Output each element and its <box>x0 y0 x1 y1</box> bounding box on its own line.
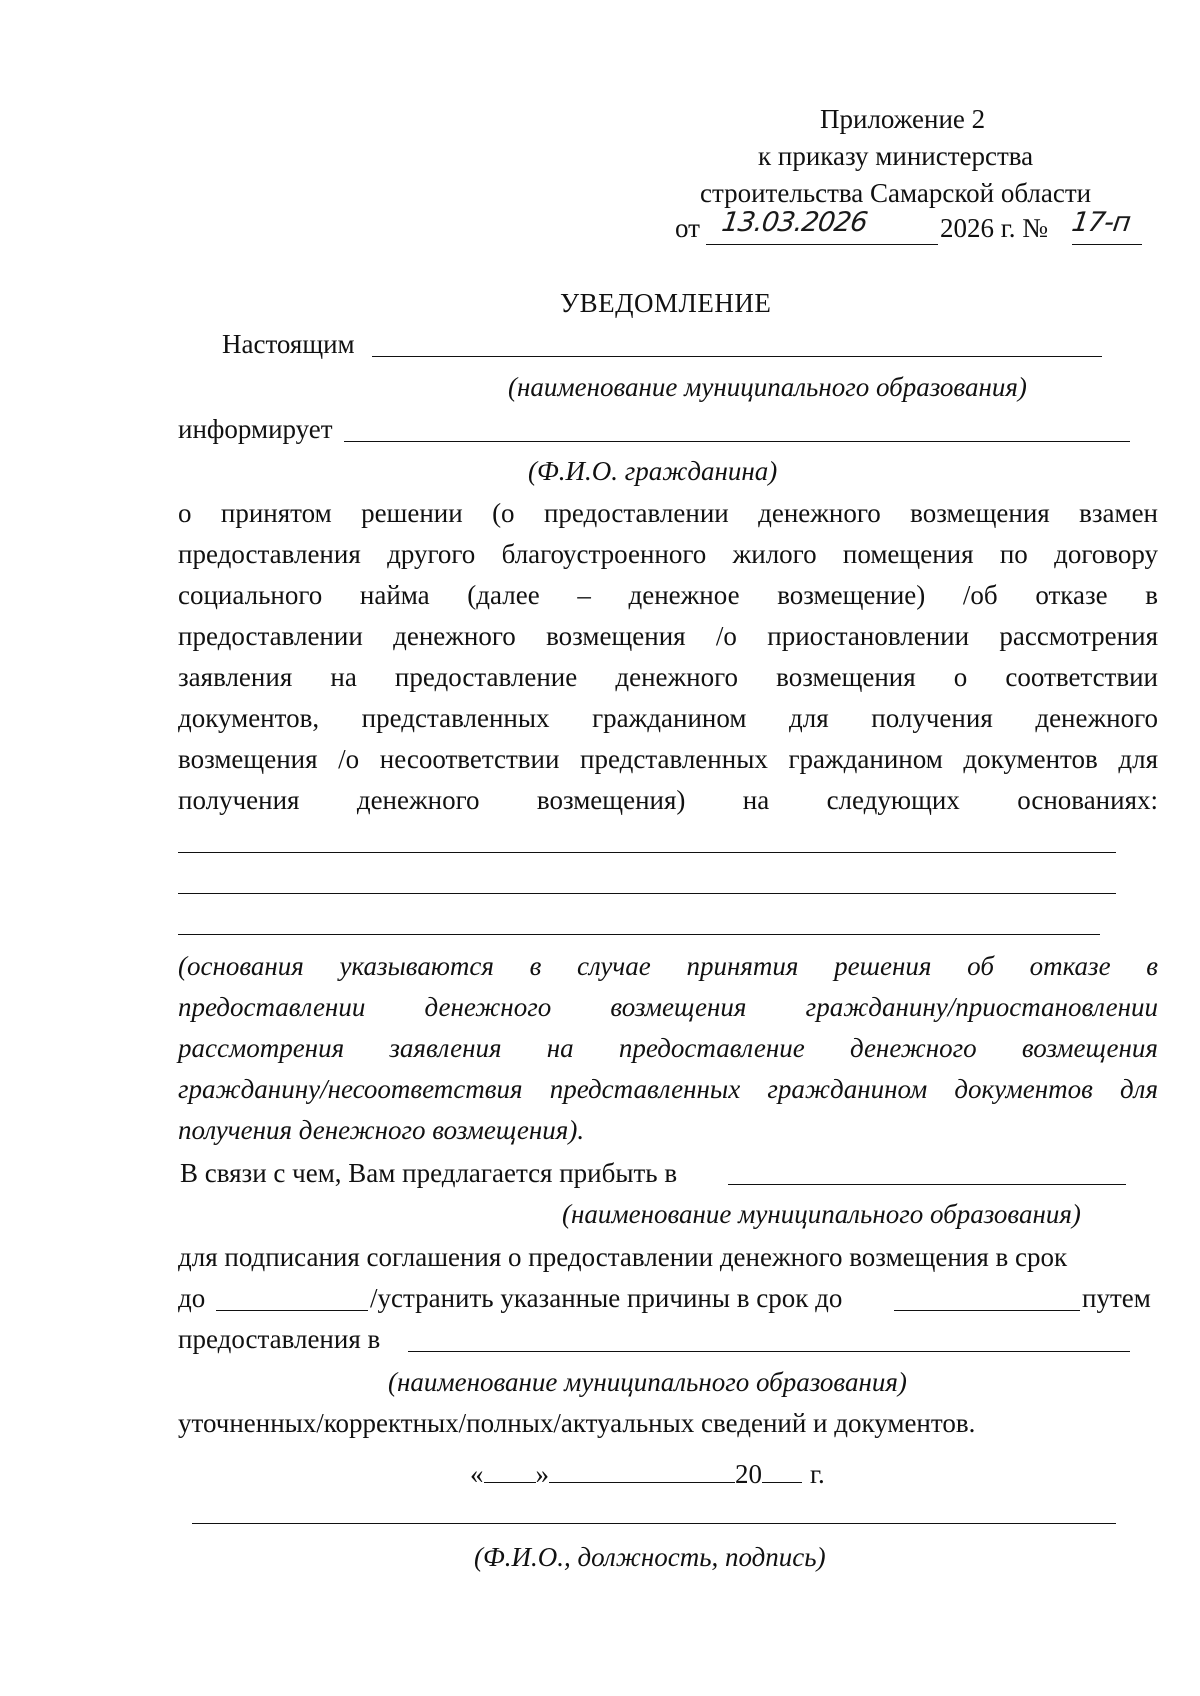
paragraph-line: возмещения /о несоответствии представленных гражданином документов для <box>178 744 1158 774</box>
number-line <box>1072 244 1142 245</box>
eliminate-label: /устранить указанные причины в срок до <box>370 1283 843 1313</box>
grounds-field-line-3[interactable] <box>178 934 1100 935</box>
municipality-hint-1: (наименование муниципального образования) <box>508 372 1027 402</box>
arrival-place-field-line[interactable] <box>728 1184 1126 1185</box>
municipality-field-line[interactable] <box>372 356 1102 357</box>
to-order-label: к приказу министерства <box>758 141 1034 171</box>
paragraph-last-line: получения денежного возмещения) на следующих основаниях: <box>178 785 1158 815</box>
paragraph-line: документов, представленных гражданином для получения денежного <box>178 703 1158 733</box>
hereby-label: Настоящим <box>222 329 355 359</box>
citizen-field-line[interactable] <box>344 441 1130 442</box>
paragraph-line: заявления на предоставление денежного возмещения о соответствии <box>178 662 1158 692</box>
date-prefix: от <box>675 213 700 243</box>
year-field-line[interactable] <box>762 1482 802 1483</box>
municipality-hint-3: (наименование муниципального образования) <box>388 1367 907 1397</box>
date-century: 20 <box>735 1459 762 1489</box>
signing-label: для подписания соглашения о предоставлении денежного возмещения в срок <box>178 1242 1068 1272</box>
signing-deadline-field-line[interactable] <box>216 1310 368 1311</box>
year-number-label: 2026 г. № <box>940 213 1049 243</box>
by-means-label: путем <box>1082 1283 1151 1313</box>
documents-label: уточненных/корректных/полных/актуальных сведений и документов. <box>178 1408 976 1438</box>
providing-place-field-line[interactable] <box>408 1351 1130 1352</box>
signature-hint: (Ф.И.О., должность, подпись) <box>474 1542 826 1572</box>
ministry-label: строительства Самарской области <box>700 178 1092 208</box>
paragraph-line: о принятом решении (о предоставлении денежного возмещения взамен <box>178 498 1158 528</box>
until-label: до <box>178 1283 206 1313</box>
grounds-hint-last-line: получения денежного возмещения). <box>178 1115 585 1145</box>
grounds-hint-line: предоставлении денежного возмещения гражданину/приостановлении <box>178 992 1158 1022</box>
grounds-field-line-1[interactable] <box>178 852 1116 853</box>
date-open-quote: « <box>470 1459 484 1489</box>
grounds-hint-line: рассмотрения заявления на предоставление денежного возмещения <box>178 1033 1158 1063</box>
appendix-label: Приложение 2 <box>820 104 986 134</box>
month-field-line[interactable] <box>549 1482 735 1483</box>
grounds-hint-line: (основания указываются в случае принятия решения об отказе в <box>178 951 1158 981</box>
invitation-label: В связи с чем, Вам предлагается прибыть в <box>180 1158 678 1188</box>
citizen-hint: (Ф.И.О. гражданина) <box>528 456 778 486</box>
grounds-field-line-2[interactable] <box>178 893 1116 894</box>
municipality-hint-2: (наименование муниципального образования) <box>562 1199 1081 1229</box>
grounds-hint-line: гражданину/несоответствия представленных гражданином документов для <box>178 1074 1158 1104</box>
paragraph-line: предоставления другого благоустроенного жилого помещения по договору <box>178 539 1158 569</box>
paragraph-line: предоставлении денежного возмещения /о приостановлении рассмотрения <box>178 621 1158 651</box>
handwritten-number: 17-п <box>1069 207 1132 238</box>
date-line <box>706 244 938 245</box>
providing-in-label: предоставления в <box>178 1324 381 1354</box>
paragraph-line: социального найма (далее – денежное возмещение) /об отказе в <box>178 580 1158 610</box>
handwritten-date: 13.03.2026 <box>719 207 869 238</box>
signature-field-line[interactable] <box>192 1523 1116 1524</box>
informs-label: информирует <box>178 414 333 444</box>
date-close-quote: » <box>535 1459 549 1489</box>
date-year-suffix: г. <box>810 1459 825 1489</box>
date-row <box>470 1461 825 1488</box>
day-field-line[interactable] <box>484 1482 536 1483</box>
eliminate-deadline-field-line[interactable] <box>894 1310 1080 1311</box>
document-title: УВЕДОМЛЕНИЕ <box>560 288 772 318</box>
